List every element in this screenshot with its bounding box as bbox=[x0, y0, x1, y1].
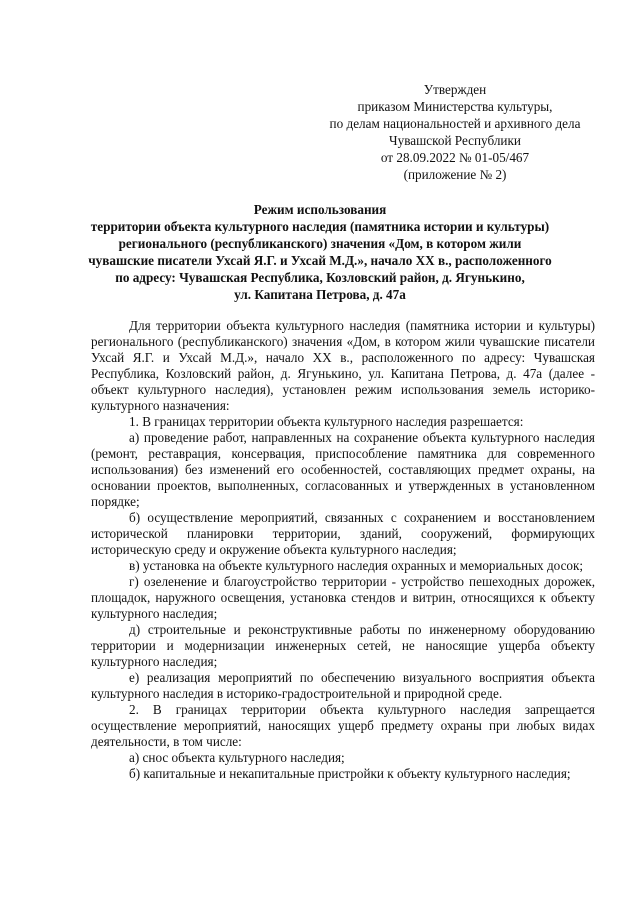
body-paragraph: 1. В границах территории объекта культурного наследия разрешается: bbox=[129, 414, 524, 429]
approval-block bbox=[300, 82, 610, 184]
title-line: по адресу: Чувашская Республика, Козловский район, д. Ягунькино, bbox=[115, 270, 525, 285]
approval-line: приказом Министерства культуры, bbox=[357, 99, 553, 114]
approval-line: Чувашской Республики bbox=[389, 133, 521, 148]
body-paragraph: в) установка на объекте культурного наследия охранных и мемориальных досок; bbox=[129, 558, 584, 573]
approval-line: от 28.09.2022 № 01-05/467 bbox=[380, 150, 530, 165]
title-line: ул. Капитана Петрова, д. 47а bbox=[234, 287, 406, 302]
body-paragraph: Для территории объекта культурного наследия (памятника истории и культуры) регионального (республиканского) значения «Дом, в котором жили чувашские писатели Ухсай Я.Г. и Ухсай М.Д.», начало XX в., расположенного по адресу: Чувашская Республика, Козловский район, д. Ягунькино, ул. Капитана Петрова, д. 47а (далее - объект культурного наследия), установлен режим использования земель историко-культурного назначения: bbox=[91, 318, 595, 413]
body-paragraph: д) строительные и реконструктивные работы по инженерному оборудованию территории и модернизации инженерных сетей, не наносящие ущерба объекту культурного наследия; bbox=[91, 622, 595, 669]
title-line: Режим использования bbox=[253, 202, 387, 217]
title-line: чувашские писатели Ухсай Я.Г. и Ухсай М.Д.», начало XX в., расположенного bbox=[88, 253, 552, 268]
approval-line: (приложение № 2) bbox=[403, 167, 507, 182]
body-paragraph: б) капитальные и некапитальные пристройки к объекту культурного наследия; bbox=[129, 766, 571, 781]
body-paragraph: е) реализация мероприятий по обеспечению визуального восприятия объекта культурного наследия в историко-градостроительной и природной среде. bbox=[91, 670, 595, 701]
body-paragraph: а) проведение работ, направленных на сохранение объекта культурного наследия (ремонт, реставрация, консервация, приспособление памятника для современного использования) без изменений его особенностей, составляющих предмет охраны, на основании проектов, выполненных, согласованных и утвержденных в установленном порядке; bbox=[91, 430, 595, 509]
body-paragraph: 2. В границах территории объекта культурного наследия запрещается осуществление мероприятий, наносящих ущерб предмету охраны при любых видах деятельности, в том числе: bbox=[91, 702, 595, 749]
body-paragraph: б) осуществление мероприятий, связанных с сохранением и восстановлением исторической планировки территории, зданий, сооружений, формирующих историческую среду и окружение объекта культурного наследия; bbox=[91, 510, 595, 557]
title-line: регионального (республиканского) значения «Дом, в котором жили bbox=[118, 236, 522, 251]
body-paragraph: г) озеленение и благоустройство территории - устройство пешеходных дорожек, площадок, наружного освещения, установка стендов и витрин, относящихся к объекту культурного наследия; bbox=[91, 574, 595, 621]
body-paragraph: а) снос объекта культурного наследия; bbox=[129, 750, 345, 765]
document-body bbox=[91, 318, 595, 782]
title-line: территории объекта культурного наследия (памятника истории и культуры) bbox=[90, 219, 550, 234]
approval-line: Утвержден bbox=[423, 82, 487, 97]
document-title bbox=[70, 202, 570, 304]
approval-line: по делам национальностей и архивного дела bbox=[329, 116, 581, 131]
